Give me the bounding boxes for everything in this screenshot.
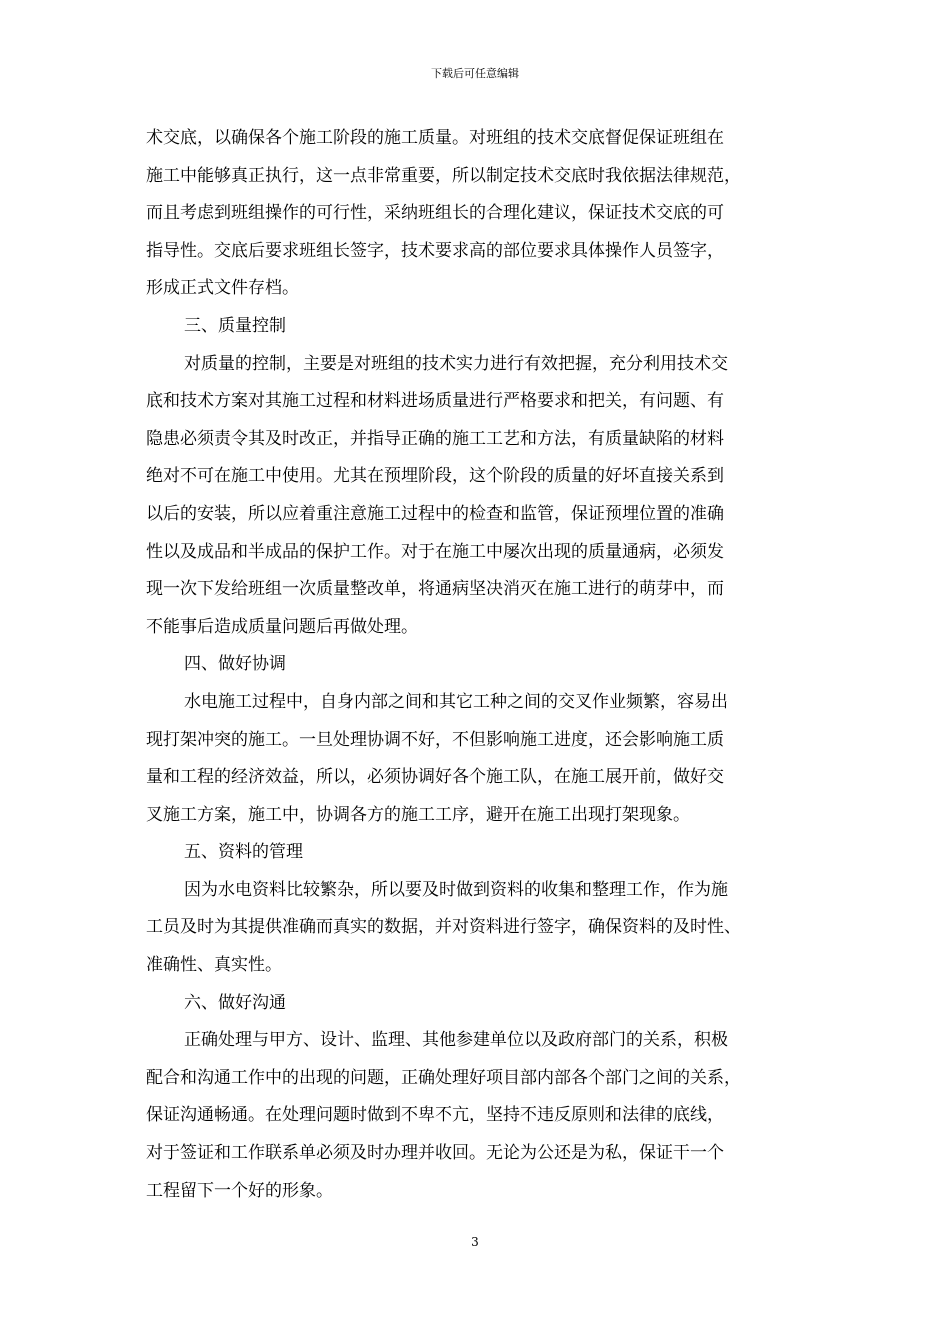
paragraph-line: 保证沟通畅通。在处理问题时做到不卑不亢，坚持不违反原则和法律的底线， <box>146 1105 724 1126</box>
paragraph-line: 因为水电资料比较繁杂，所以要及时做到资料的收集和整理工作，作为施 <box>184 879 728 900</box>
paragraph-line: 配合和沟通工作中的出现的问题，正确处理好项目部内部各个部门之间的关系， <box>146 1067 741 1088</box>
paragraph-line: 正确处理与甲方、设计、监理、其他参建单位以及政府部门的关系，积极 <box>184 1030 728 1051</box>
page-header: 下载后可任意编辑 <box>431 67 519 80</box>
paragraph-line: 底和技术方案对其施工过程和材料进场质量进行严格要求和把关，有问题、有 <box>146 391 724 412</box>
paragraph-line: 现一次下发给班组一次质量整改单，将通病坚决消灭在施工进行的萌芽中，而 <box>146 579 724 600</box>
paragraph-line: 对于签证和工作联系单必须及时办理并收回。无论为公还是为私，保证干一个 <box>146 1143 724 1164</box>
page-number: 3 <box>471 1235 479 1249</box>
paragraph-line: 不能事后造成质量问题后再做处理。 <box>146 616 418 637</box>
paragraph-line: 施工中能够真正执行，这一点非常重要，所以制定技术交底时我依据法律规范， <box>146 165 741 186</box>
paragraph-line: 绝对不可在施工中使用。尤其在预埋阶段，这个阶段的质量的好坏直接关系到 <box>146 466 724 487</box>
paragraph-line: 隐患必须责令其及时改正，并指导正确的施工工艺和方法，有质量缺陷的材料 <box>146 428 724 449</box>
paragraph-line: 对质量的控制，主要是对班组的技术实力进行有效把握，充分利用技术交 <box>184 353 728 374</box>
paragraph-line: 现打架冲突的施工。一旦处理协调不好，不但影响施工进度，还会影响施工质 <box>146 729 724 750</box>
paragraph-line: 工员及时为其提供准确而真实的数据，并对资料进行签字，确保资料的及时性、 <box>146 917 741 938</box>
paragraph-line: 术交底，以确保各个施工阶段的施工质量。对班组的技术交底督促保证班组在 <box>146 128 724 148</box>
section-heading-communication: 六、做好沟通 <box>184 992 286 1013</box>
paragraph-line: 准确性、真实性。 <box>146 955 282 976</box>
paragraph-line: 量和工程的经济效益，所以，必须协调好各个施工队，在施工展开前，做好交 <box>146 767 724 788</box>
paragraph-line: 性以及成品和半成品的保护工作。对于在施工中屡次出现的质量通病，必须发 <box>146 541 724 562</box>
section-heading-document-management: 五、资料的管理 <box>184 842 303 863</box>
paragraph-line: 形成正式文件存档。 <box>146 278 299 299</box>
paragraph-line: 工程留下一个好的形象。 <box>146 1180 333 1201</box>
document-body <box>146 120 826 1210</box>
paragraph-line: 指导性。交底后要求班组长签字，技术要求高的部位要求具体操作人员签字， <box>146 240 724 261</box>
paragraph-line: 水电施工过程中，自身内部之间和其它工种之间的交叉作业频繁，容易出 <box>184 691 728 712</box>
paragraph-line: 而且考虑到班组操作的可行性，采纳班组长的合理化建议，保证技术交底的可 <box>146 203 724 224</box>
section-heading-quality-control: 三、质量控制 <box>184 315 286 336</box>
paragraph-line: 以后的安装，所以应着重注意施工过程中的检查和监管，保证预埋位置的准确 <box>146 503 724 524</box>
paragraph-line: 叉施工方案，施工中，协调各方的施工工序，避开在施工出现打架现象。 <box>146 804 690 825</box>
section-heading-coordination: 四、做好协调 <box>184 654 286 675</box>
